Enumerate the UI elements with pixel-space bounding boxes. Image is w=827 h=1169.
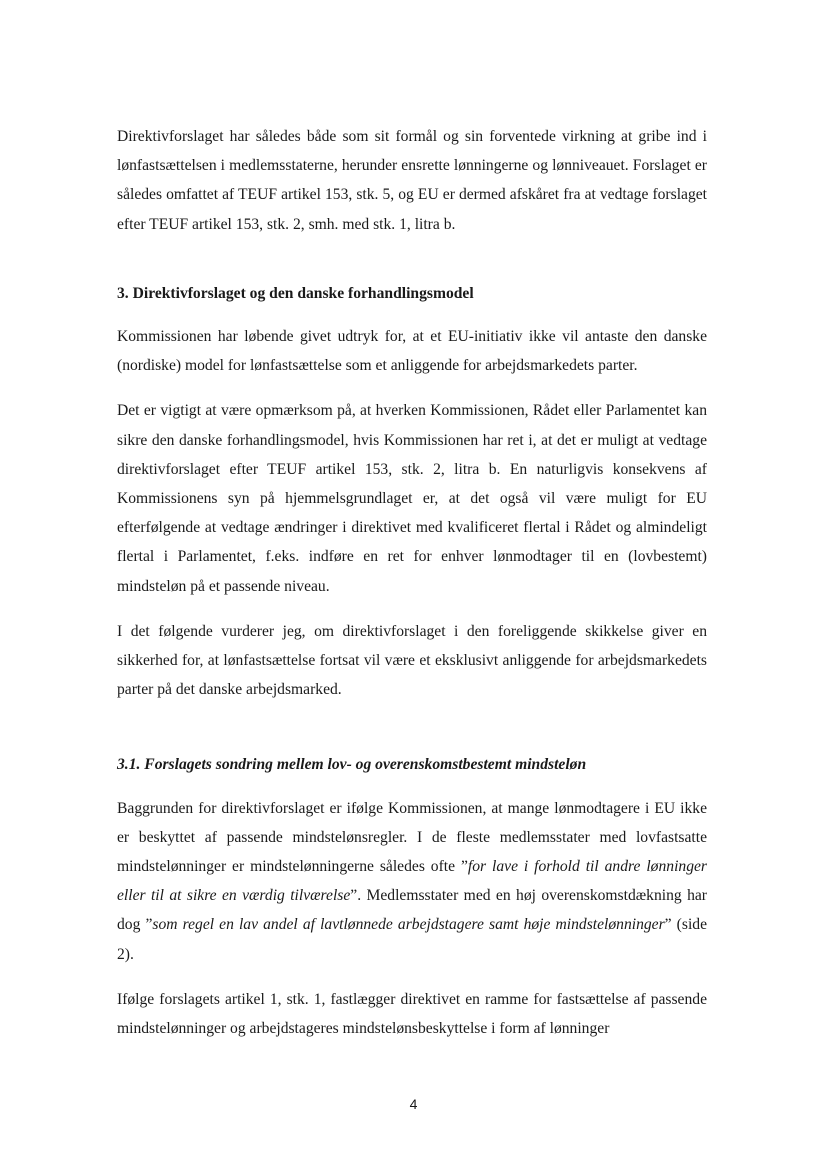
- paragraph-5-text-c: ” (side 2).: [117, 916, 707, 963]
- section-3-heading-wrap: [117, 279, 707, 308]
- section-3-heading: 3. Direktivforslaget og den danske forhandlingsmodel: [117, 284, 474, 302]
- paragraph-6: Ifølge forslagets artikel 1, stk. 1, fastlægger direktivet en ramme for fastsættelse af passende mindstelønninger og arbejdstageres mindstelønsbeskyttelse i form af lønninger: [117, 990, 707, 1038]
- paragraph-5: [117, 794, 707, 969]
- paragraph-1: Direktivforslaget har således både som sit formål og sin forventede virkning at gribe ind i lønfastsættelsen i medlemsstaterne, herunder ensrette lønningerne og lønniveauet. Forslaget er således omfattet af TEUF artikel 153, stk. 5, og EU er dermed afskåret fra at vedtage forslaget efter TEUF artikel 153, stk. 2, smh. med stk. 1, litra b.: [117, 128, 707, 233]
- paragraph-5-quote-1: for lave i forhold til andre lønninger eller til at sikre en værdig tilværelse: [117, 858, 707, 905]
- document-body: [117, 122, 707, 1043]
- paragraph-5-text-a: Baggrunden for direktivforslaget er ifølge Kommissionen, at mange lønmodtagere i EU ikke er beskyttet af passende mindstelønsregler. I de fleste medlemsstater med lovfastsatte mindstelønninger er mindstelønningerne således ofte ”: [117, 799, 707, 876]
- section-3-1-heading-wrap: [117, 750, 707, 779]
- page-number: 4: [409, 1096, 418, 1112]
- paragraph-3: Det er vigtigt at være opmærksom på, at hverken Kommissionen, Rådet eller Parlamentet kan sikre den danske forhandlingsmodel, hvis Kommissionen har ret i, at det er muligt at vedtage direktivforslaget efter TEUF artikel 153, stk. 2, litra b. En naturligvis konsekvens af Kommissionens syn på hjemmelsgrundlaget er, at det også vil være muligt for EU efterfølgende at vedtage ændringer i direktivet med kvalificeret flertal i Rådet og almindeligt flertal i Parlamentet, f.eks. indføre en ret for enhver lønmodtager til en (lovbestemt) mindsteløn på et passende niveau.: [117, 402, 707, 595]
- paragraph-2: Kommissionen har løbende givet udtryk for, at et EU-initiativ ikke vil antaste den danske (nordiske) model for lønfastsættelse som et anliggende for arbejdsmarkedets parter.: [117, 328, 707, 375]
- paragraph-5-text-b: ”. Medlemsstater med en høj overenskomstdækning har dog ”: [117, 887, 707, 934]
- paragraph-5-quote-2: som regel en lav andel af lavtlønnede arbejdstagere samt høje mindstelønninger: [152, 916, 665, 934]
- paragraph-4: I det følgende vurderer jeg, om direktivforslaget i den foreliggende skikkelse giver en sikkerhed for, at lønfastsættelse fortsat vil være et eksklusivt anliggende for arbejdsmarkedets parter på det danske arbejdsmarked.: [117, 622, 707, 699]
- section-3-1-heading: 3.1. Forslagets sondring mellem lov- og overenskomstbestemt mindsteløn: [117, 756, 587, 774]
